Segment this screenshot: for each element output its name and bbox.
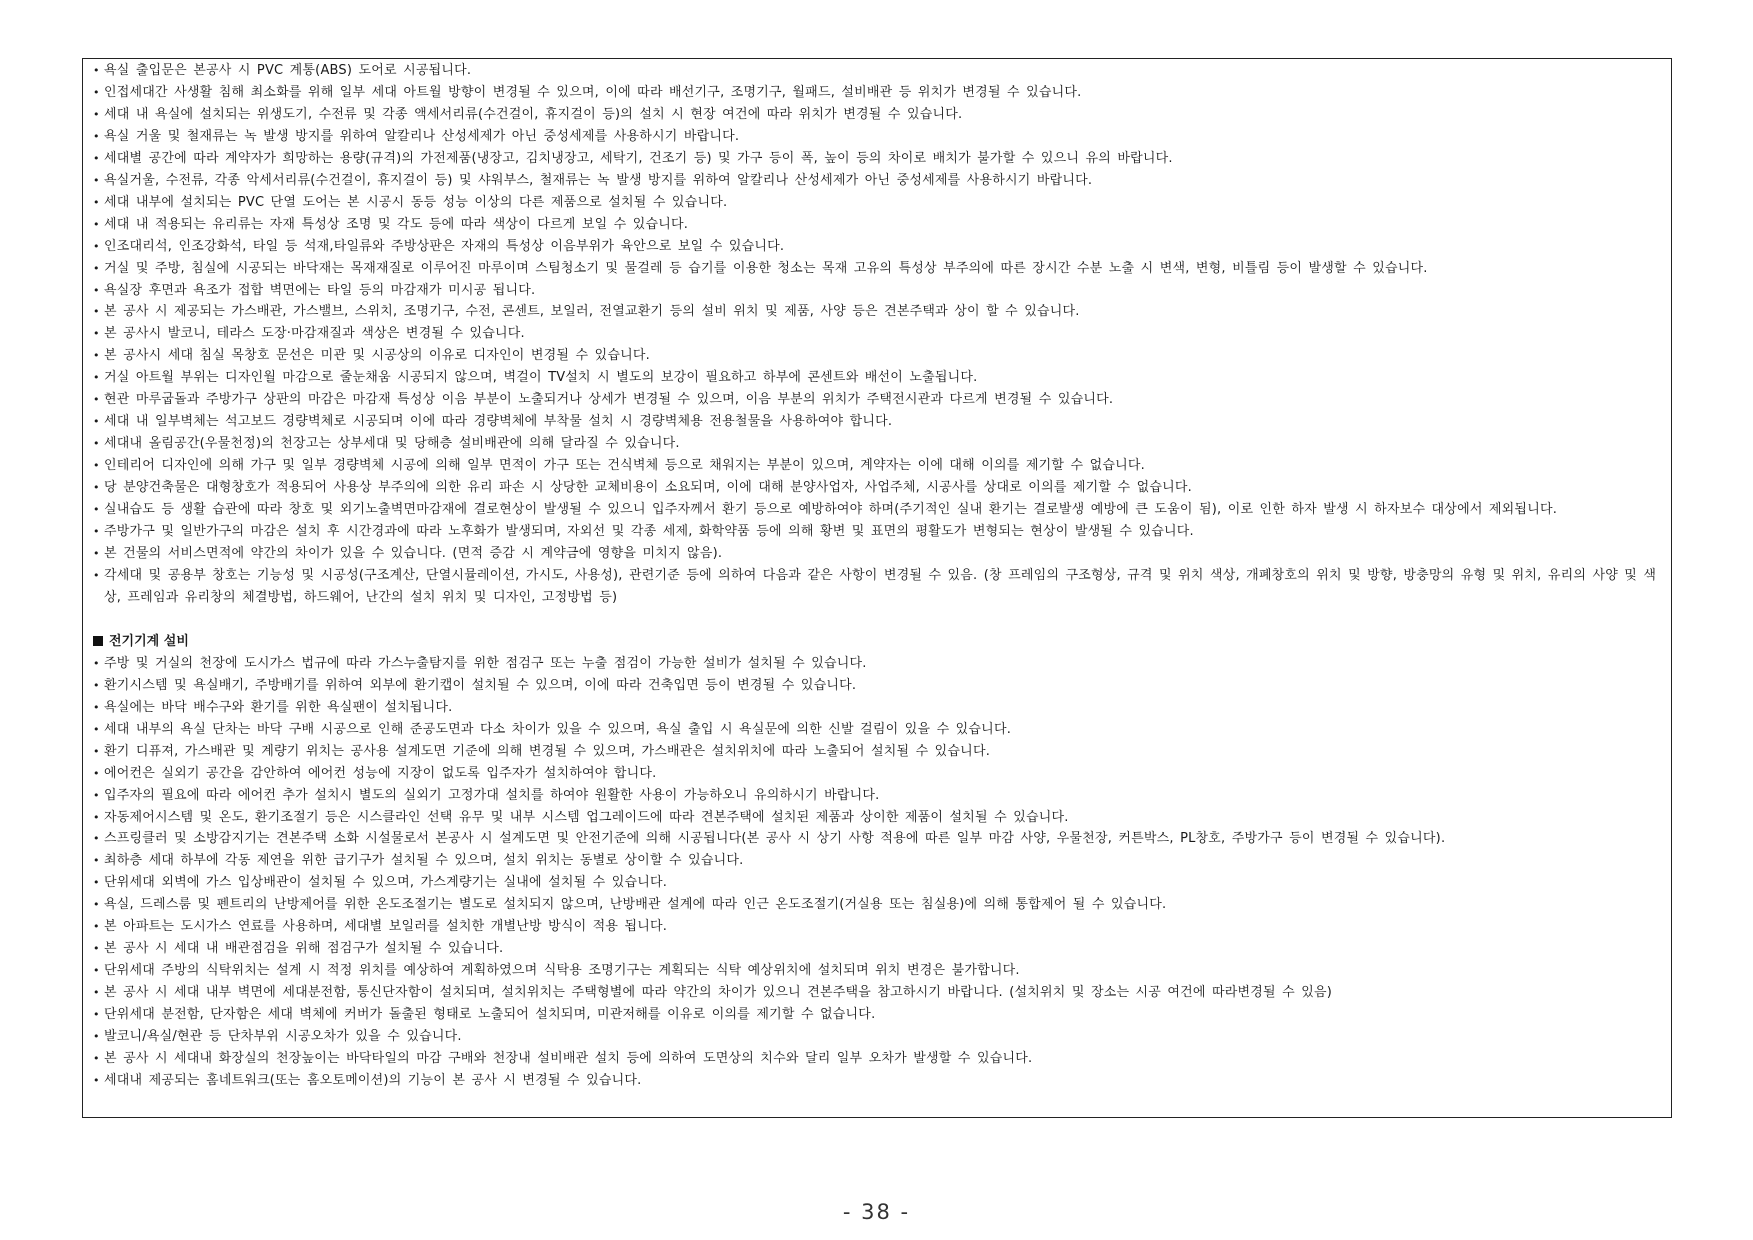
list-item: • 당 분양건축물은 대형창호가 적용되어 사용상 부주의에 의한 유리 파손 시 상당한 교체비용이 소요되며, 이에 대해 분양사업자, 사업주체, 시공사를 상대로 이의를 제기할 수 없습니다.: [93, 477, 1661, 499]
list-item: • 욕실 거울 및 철재류는 녹 발생 방지를 위하여 알칼리나 산성세제가 아닌 중성세제를 사용하시기 바랍니다.: [93, 126, 1661, 148]
list-item: • 세대 내 적용되는 유리류는 자재 특성상 조명 및 각도 등에 따라 색상이 다르게 보일 수 있습니다.: [93, 214, 1661, 236]
list-item: • 단위세대 분전함, 단자함은 세대 벽체에 커버가 돌출된 형태로 노출되어 설치되며, 미관저해를 이유로 이의를 제기할 수 없습니다.: [93, 1004, 1661, 1026]
list-item: • 욕실거울, 수전류, 각종 악세서리류(수건걸이, 휴지걸이 등) 및 샤워부스, 철재류는 녹 발생 방지를 위하여 알칼리나 산성세제가 아닌 중성세제를 사용하시기 바랍니다.: [93, 170, 1661, 192]
list-item: • 본 공사시 세대 침실 목창호 문선은 미관 및 시공상의 이유로 디자인이 변경될 수 있습니다.: [93, 345, 1661, 367]
section-heading: [93, 631, 1661, 653]
list-item: • 본 공사 시 세대내 화장실의 천장높이는 바닥타일의 마감 구배와 천장내 설비배관 설치 등에 의하여 도면상의 치수와 달리 일부 오차가 발생할 수 있습니다.: [93, 1048, 1661, 1070]
list-item: • 세대내 올림공간(우물천정)의 천장고는 상부세대 및 당해층 설비배관에 의해 달라질 수 있습니다.: [93, 433, 1661, 455]
list-item: • 에어컨은 실외기 공간을 감안하여 에어컨 성능에 지장이 없도록 입주자가 설치하여야 합니다.: [93, 763, 1661, 785]
list-item: • 자동제어시스템 및 온도, 환기조절기 등은 시스클라인 선택 유무 및 내부 시스템 업그레이드에 따라 견본주택에 설치된 제품과 상이한 제품이 설치될 수 있습니다.: [93, 807, 1661, 829]
list-item: • 본 아파트는 도시가스 연료를 사용하며, 세대별 보일러를 설치한 개별난방 방식이 적용 됩니다.: [93, 916, 1661, 938]
list-item: • 인조대리석, 인조강화석, 타일 등 석재,타일류와 주방상판은 자재의 특성상 이음부위가 육안으로 보일 수 있습니다.: [93, 236, 1661, 258]
list-item: • 세대 내부의 욕실 단차는 바닥 구배 시공으로 인해 준공도면과 다소 차이가 있을 수 있으며, 욕실 출입 시 욕실문에 의한 신발 걸림이 있을 수 있습니다.: [93, 719, 1661, 741]
list-item: • 주방 및 거실의 천장에 도시가스 법규에 따라 가스누출탐지를 위한 점검구 또는 누출 점검이 가능한 설비가 설치될 수 있습니다.: [93, 653, 1661, 675]
list-item: • 현관 마루굽돌과 주방가구 상판의 마감은 마감재 특성상 이음 부분이 노출되거나 상세가 변경될 수 있으며, 이음 부분의 위치가 주택전시관과 다르게 변경될 수 있습니다.: [93, 389, 1661, 411]
list-item: • 각세대 및 공용부 창호는 기능성 및 시공성(구조계산, 단열시뮬레이션, 가시도, 사용성), 관련기준 등에 의하여 다음과 같은 사항이 변경될 수 있음. (창 프레임의 구조형상, 규격 및 위치 색상, 개폐창호의 위치 및 방향, 방충망의 유형 및 위치, 유리의 사양 및 색상, 프레임과 유리창의 체결방법, 하드웨어, 난간의 설치 위치 및 디자인, 고정방법 등): [93, 565, 1661, 609]
list-item: • 입주자의 필요에 따라 에어컨 추가 설치시 별도의 실외기 고정가대 설치를 하여야 원활한 사용이 가능하오니 유의하시기 바랍니다.: [93, 785, 1661, 807]
list-item: • 주방가구 및 일반가구의 마감은 설치 후 시간경과에 따라 노후화가 발생되며, 자외선 및 각종 세제, 화학약품 등에 의해 황변 및 표면의 평활도가 변형되는 현상이 발생될 수 있습니다.: [93, 521, 1661, 543]
square-bullet-icon: [93, 636, 103, 646]
notice-box: [82, 58, 1672, 1118]
section-gap: [93, 609, 1661, 631]
list-item: • 세대 내 일부벽체는 석고보드 경량벽체로 시공되며 이에 따라 경량벽체에 부착물 설치 시 경량벽체용 전용철물을 사용하여야 합니다.: [93, 411, 1661, 433]
list-item: • 실내습도 등 생활 습관에 따라 창호 및 외기노출벽면마감재에 결로현상이 발생될 수 있으니 입주자께서 환기 등으로 예방하여야 하며(주기적인 실내 환기는 결로발생 예방에 큰 도움이 됨), 이로 인한 하자 발생 시 하자보수 대상에서 제외됩니다.: [93, 499, 1661, 521]
electrical-mechanical-notes-list: [93, 653, 1661, 1092]
list-item: • 본 건물의 서비스면적에 약간의 차이가 있을 수 있습니다. (면적 증감 시 계약금에 영향을 미치지 않음).: [93, 543, 1661, 565]
list-item: • 인접세대간 사생활 침해 최소화를 위해 일부 세대 아트월 방향이 변경될 수 있으며, 이에 따라 배선기구, 조명기구, 월패드, 설비배관 등 위치가 변경될 수 있습니다.: [93, 82, 1661, 104]
list-item: • 환기시스템 및 욕실배기, 주방배기를 위하여 외부에 환기캡이 설치될 수 있으며, 이에 따라 건축입면 등이 변경될 수 있습니다.: [93, 675, 1661, 697]
list-item: • 세대별 공간에 따라 계약자가 희망하는 용량(규격)의 가전제품(냉장고, 김치냉장고, 세탁기, 건조기 등) 및 가구 등이 폭, 높이 등의 차이로 배치가 불가할 수 있으니 유의 바랍니다.: [93, 148, 1661, 170]
list-item: • 세대 내부에 설치되는 PVC 단열 도어는 본 시공시 동등 성능 이상의 다른 제품으로 설치될 수 있습니다.: [93, 192, 1661, 214]
list-item: • 스프링클러 및 소방감지기는 견본주택 소화 시설물로서 본공사 시 설계도면 및 안전기준에 의해 시공됩니다(본 공사 시 상기 사항 적용에 따른 일부 마감 사양, 우물천장, 커튼박스, PL창호, 주방가구 등이 변경될 수 있습니다).: [93, 828, 1661, 850]
general-notes-list: [93, 60, 1661, 609]
page-number: - 38 -: [842, 1200, 911, 1224]
list-item: • 단위세대 주방의 식탁위치는 설계 시 적정 위치를 예상하여 계획하였으며 식탁용 조명기구는 계획되는 식탁 예상위치에 설치되며 위치 변경은 불가합니다.: [93, 960, 1661, 982]
list-item: • 인테리어 디자인에 의해 가구 및 일부 경량벽체 시공에 의해 일부 면적이 가구 또는 건식벽체 등으로 채워지는 부분이 있으며, 계약자는 이에 대해 이의를 제기할 수 없습니다.: [93, 455, 1661, 477]
list-item: • 욕실, 드레스룸 및 펜트리의 난방제어를 위한 온도조절기는 별도로 설치되지 않으며, 난방배관 설계에 따라 인근 온도조절기(거실용 또는 침실용)에 의해 통합제어 될 수 있습니다.: [93, 894, 1661, 916]
list-item: • 세대내 제공되는 홈네트워크(또는 홈오토메이션)의 기능이 본 공사 시 변경될 수 있습니다.: [93, 1070, 1661, 1092]
list-item: • 욕실장 후면과 욕조가 접합 벽면에는 타일 등의 마감재가 미시공 됩니다.: [93, 280, 1661, 302]
list-item: • 본 공사시 발코니, 테라스 도장·마감재질과 색상은 변경될 수 있습니다.: [93, 323, 1661, 345]
list-item: • 거실 및 주방, 침실에 시공되는 바닥재는 목재재질로 이루어진 마루이며 스팀청소기 및 물걸레 등 습기를 이용한 청소는 목재 고유의 특성상 부주의에 따른 장시간 수분 노출 시 변색, 변형, 비틀림 등이 발생할 수 있습니다.: [93, 258, 1661, 280]
list-item: • 본 공사 시 제공되는 가스배관, 가스밸브, 스위치, 조명기구, 수전, 콘센트, 보일러, 전열교환기 등의 설비 위치 및 제품, 사양 등은 견본주택과 상이 할 수 있습니다.: [93, 301, 1661, 323]
list-item: • 거실 아트월 부위는 디자인월 마감으로 줄눈채움 시공되지 않으며, 벽걸이 TV설치 시 별도의 보강이 필요하고 하부에 콘센트와 배선이 노출됩니다.: [93, 367, 1661, 389]
list-item: • 욕실에는 바닥 배수구와 환기를 위한 욕실팬이 설치됩니다.: [93, 697, 1661, 719]
list-item: • 본 공사 시 세대 내 배관점검을 위해 점검구가 설치될 수 있습니다.: [93, 938, 1661, 960]
list-item: • 본 공사 시 세대 내부 벽면에 세대분전함, 통신단자함이 설치되며, 설치위치는 주택형별에 따라 약간의 차이가 있으니 견본주택을 참고하시기 바랍니다. (설치위치 및 장소는 시공 여건에 따라변경될 수 있음): [93, 982, 1661, 1004]
list-item: • 환기 디퓨져, 가스배관 및 계량기 위치는 공사용 설계도면 기준에 의해 변경될 수 있으며, 가스배관은 설치위치에 따라 노출되어 설치될 수 있습니다.: [93, 741, 1661, 763]
list-item: • 최하층 세대 하부에 각동 제연을 위한 급기구가 설치될 수 있으며, 설치 위치는 동별로 상이할 수 있습니다.: [93, 850, 1661, 872]
list-item: • 발코니/욕실/현관 등 단차부위 시공오차가 있을 수 있습니다.: [93, 1026, 1661, 1048]
list-item: • 단위세대 외벽에 가스 입상배관이 설치될 수 있으며, 가스계량기는 실내에 설치될 수 있습니다.: [93, 872, 1661, 894]
list-item: • 욕실 출입문은 본공사 시 PVC 계통(ABS) 도어로 시공됩니다.: [93, 60, 1661, 82]
section-title: 전기기계 설비: [109, 633, 189, 649]
list-item: • 세대 내 욕실에 설치되는 위생도기, 수전류 및 각종 액세서리류(수건걸이, 휴지걸이 등)의 설치 시 현장 여건에 따라 위치가 변경될 수 있습니다.: [93, 104, 1661, 126]
